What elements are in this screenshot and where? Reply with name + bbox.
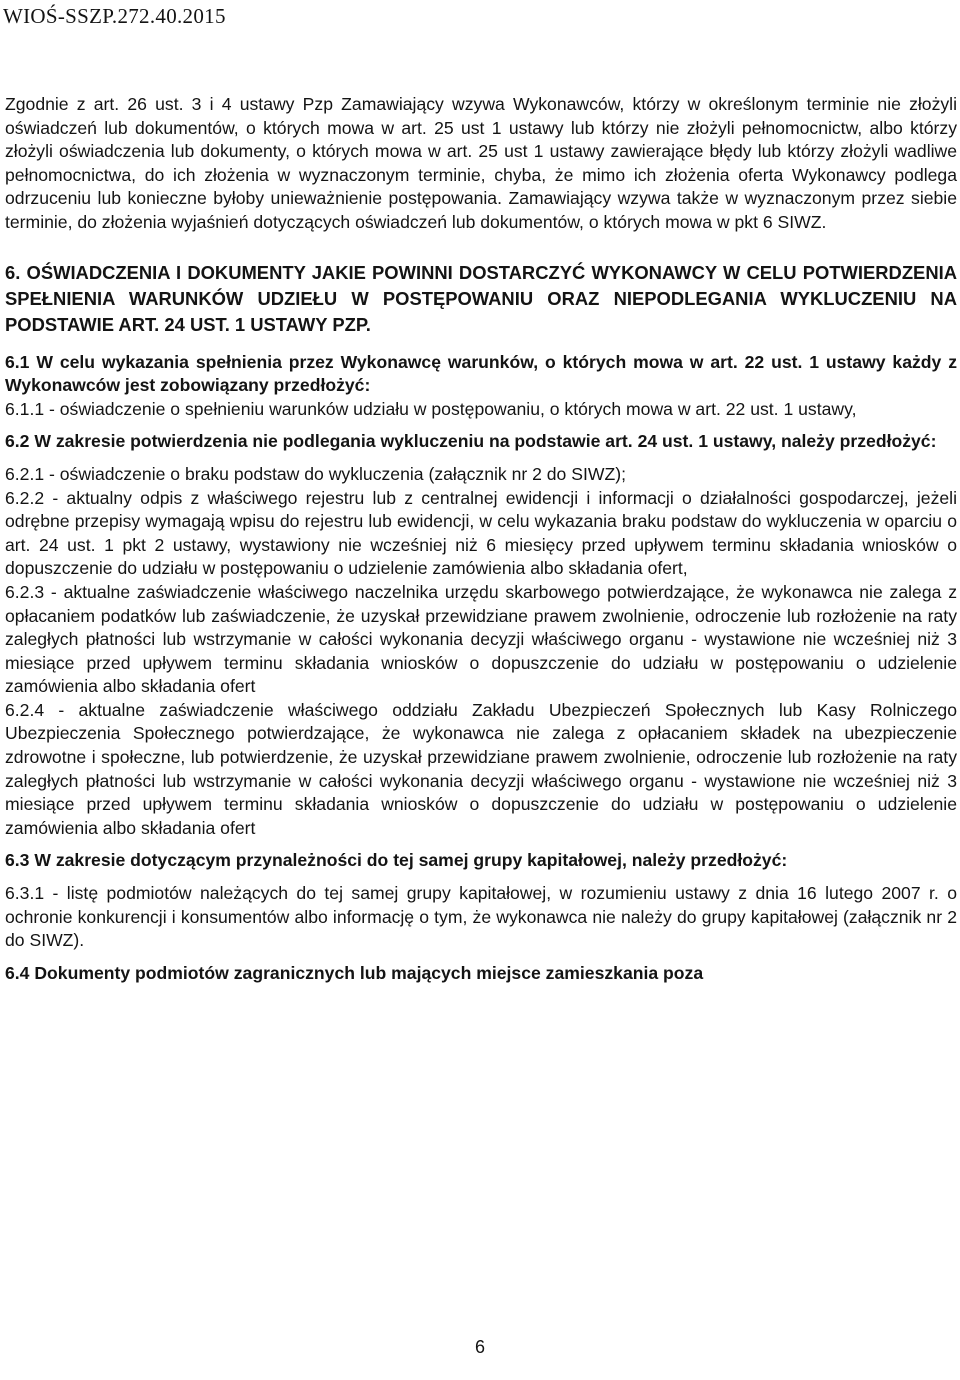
document-reference: WIOŚ-SSZP.272.40.2015 xyxy=(3,4,226,28)
section-6-1-heading: 6.1 W celu wykazania spełnienia przez Wykonawcę warunków, o których mowa w art. 22 ust. 1 ustawy każdy z Wykonawców jest zobowiązany przedłożyć: xyxy=(5,351,957,396)
item-6-2-3: 6.2.3 - aktualne zaświadczenie właściwego naczelnika urzędu skarbowego potwierdzające, że wykonawca nie zalega z opłacaniem podatków lub zaświadczenie, że uzyskał przewidziane prawem zwolnienie, odroczenie lub rozłożenie na raty zaległych płatności lub wstrzymanie w całości wykonania decyzji właściwego organu - wystawione nie wcześniej niż 3 miesiące przed upływem terminu składania wniosków o dopuszczenie do udziału w postępowaniu o udzielenie zamówienia albo składania ofert xyxy=(5,581,957,697)
item-6-2-1: 6.2.1 - oświadczenie o braku podstaw do wykluczenia (załącznik nr 2 do SIWZ); xyxy=(5,463,626,484)
item-6-3-1: 6.3.1 - listę podmiotów należących do tej samej grupy kapitałowej, w rozumieniu ustawy z dnia 16 lutego 2007 r. o ochronie konkurencji i konsumentów albo informację o tym, że wykonawca nie należy do grupy kapitałowej (załącznik nr 2 do SIWZ). xyxy=(5,883,957,951)
item-6-2-2: 6.2.2 - aktualny odpis z właściwego rejestru lub z centralnej ewidencji i informacji o działalności gospodarczej, jeżeli odrębne przepisy wymagają wpisu do rejestru lub ewidencji, w celu wykazania braku podstaw do wykluczenia w oparciu o art. 24 ust. 1 pkt 2 ustawy, wystawiony nie wcześniej niż 6 miesięcy przed upływem terminu składania wniosków o dopuszczenie do udziału w postępowaniu o udzielenie zamówienia albo składania ofert, xyxy=(5,487,957,579)
intro-paragraph: Zgodnie z art. 26 ust. 3 i 4 ustawy Pzp Zamawiający wzywa Wykonawców, którzy w określonym terminie nie złożyli oświadczeń lub dokumentów, o których mowa w art. 25 ust 1 ustawy lub którzy nie złożyli pełnomocnictw, albo którzy złożyli oświadczenia lub dokumenty, o których mowa w art. 25 ust 1 ustawy zawierające błędy lub którzy złożyli wadliwe pełnomocnictwa, do ich złożenia w wyznaczonym terminie, chyba, że mimo ich złożenia oferta Wykonawcy podlega odrzuceniu lub konieczne byłoby unieważnienie postępowania. Zamawiający wzywa także w wyznaczonym przez siebie terminie, do złożenia wyjaśnień dotyczących oświadczeń lub dokumentów, o których mowa w pkt 6 SIWZ. xyxy=(5,94,957,232)
section-6-3-heading: 6.3 W zakresie dotyczącym przynależności do tej samej grupy kapitałowej, należy przedłożyć: xyxy=(5,850,788,871)
section-6-title: 6. OŚWIADCZENIA I DOKUMENTY JAKIE POWINNI DOSTARCZYĆ WYKONAWCY W CELU POTWIERDZENIA SPEŁNIENIA WARUNKÓW UDZIEŁU W POSTĘPOWANIU ORAZ NIEPODLEGANIA WYKLUCZENIU NA PODSTAWIE ART. 24 UST. 1 USTAWY PZP. xyxy=(5,261,957,335)
section-6-2-heading: 6.2 W zakresie potwierdzenia nie podlegania wykluczeniu na podstawie art. 24 ust. 1 ustawy, należy przedłożyć: xyxy=(5,431,937,452)
page-number: 6 xyxy=(474,1337,485,1357)
item-6-2-4: 6.2.4 - aktualne zaświadczenie właściwego oddziału Zakładu Ubezpieczeń Społecznych lub Kasy Rolniczego Ubezpieczenia Społecznego potwierdzające, że wykonawca nie zalega z opłacaniem składek na ubezpieczenie zdrowotne i społeczne, lub potwierdzenie, że uzyskał przewidziane prawem zwolnienie, odroczenie lub rozłożenie na raty zaległych płatności lub wstrzymanie w całości wykonania decyzji właściwego organu - wystawione nie wcześniej niż 3 miesiące przed upływem terminu składania wniosków o dopuszczenie do udziału w postępowaniu o udzielenie zamówienia albo składania ofert xyxy=(5,699,957,838)
section-6-4-heading: 6.4 Dokumenty podmiotów zagranicznych lub mających miejsce zamieszkania poza xyxy=(5,962,704,983)
document-body xyxy=(5,93,957,985)
item-6-1-1: 6.1.1 - oświadczenie o spełnieniu warunków udziału w postępowaniu, o których mowa w art. 22 ust. 1 ustawy, xyxy=(5,398,857,419)
